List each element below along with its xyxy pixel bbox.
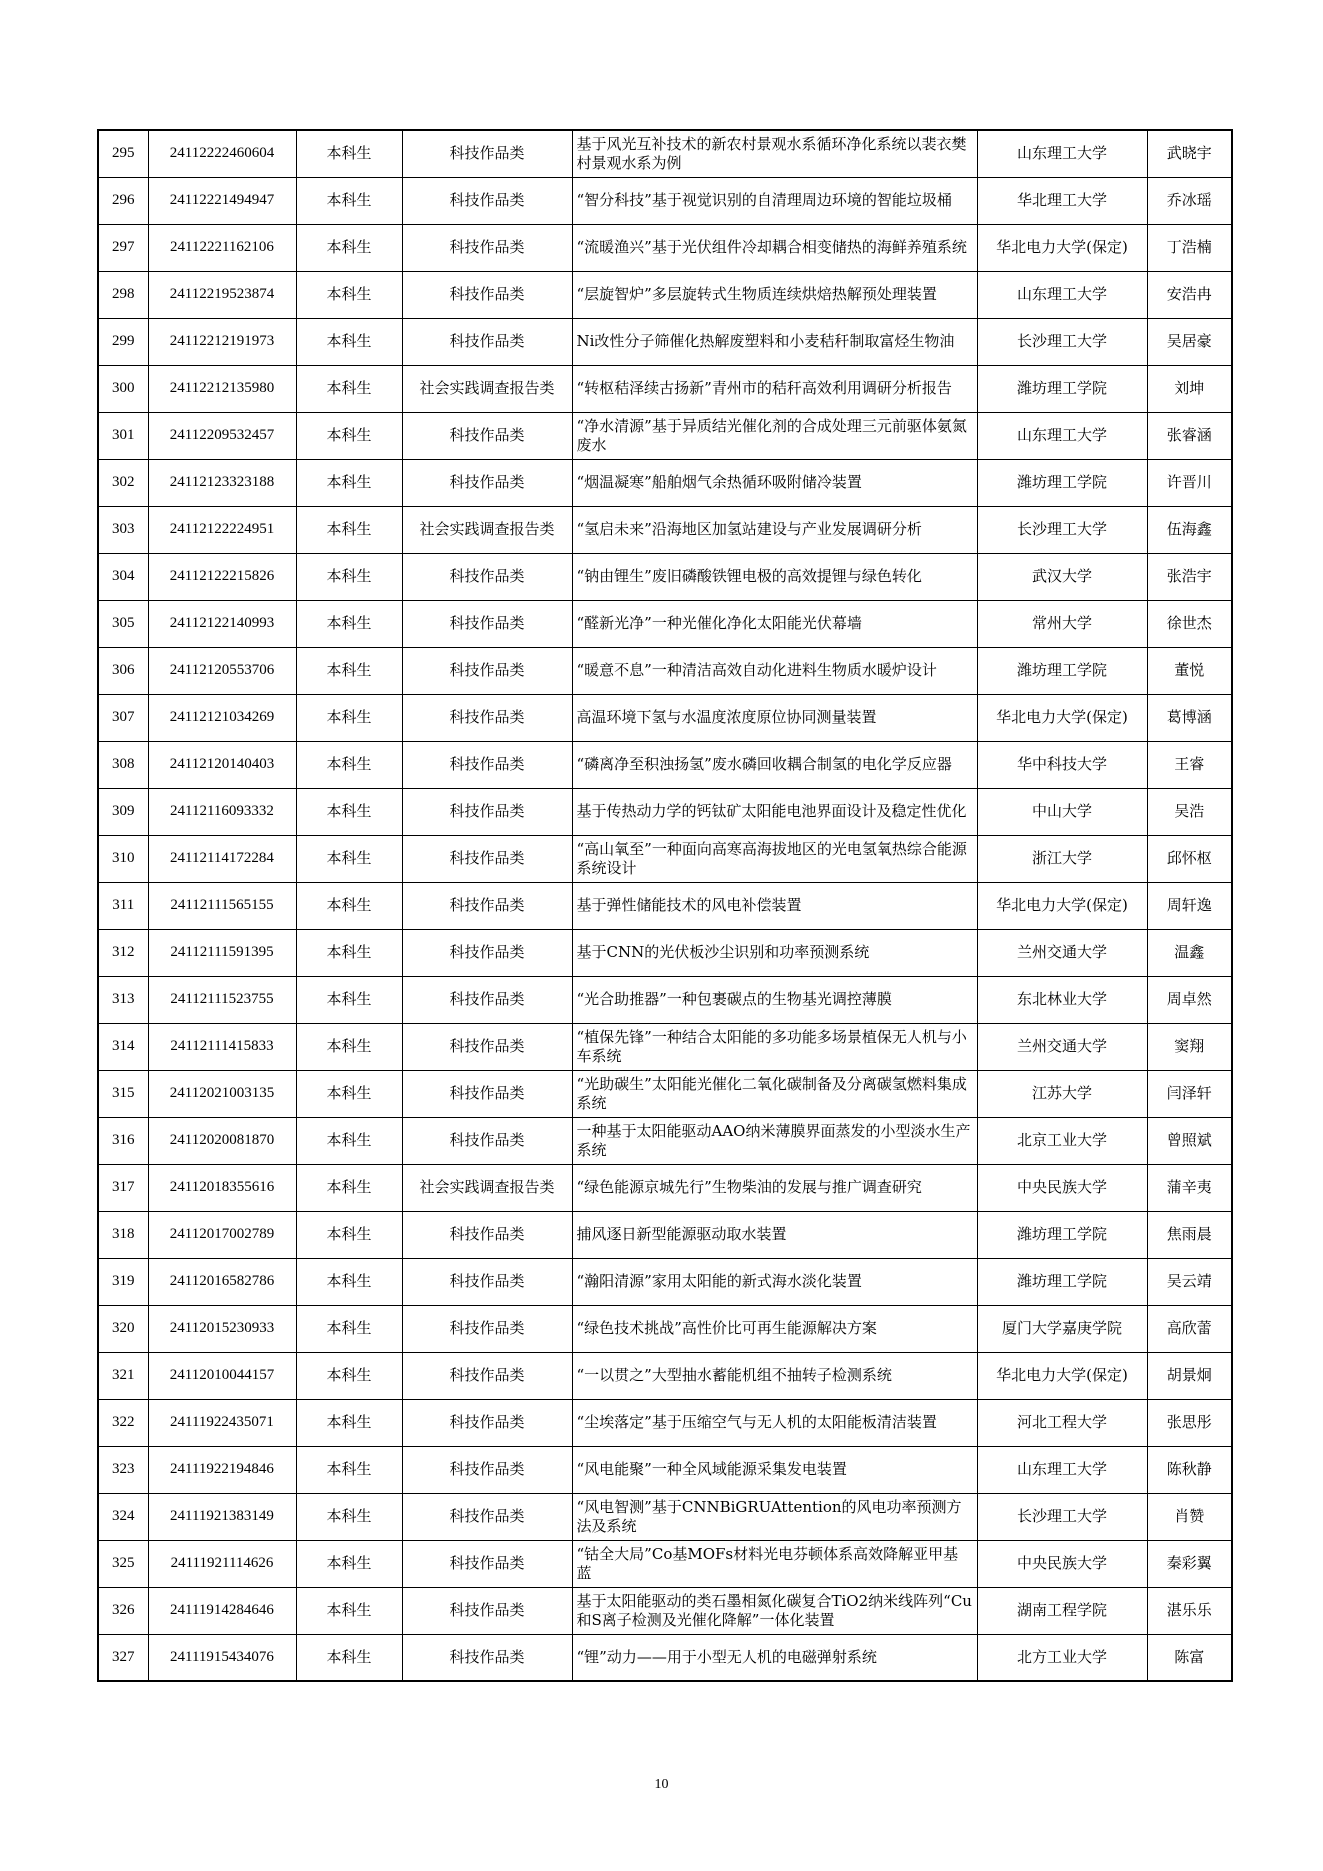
school-cell: 山东理工大学 xyxy=(977,1446,1147,1493)
school-cell: 潍坊理工学院 xyxy=(977,1211,1147,1258)
student-level-cell: 本科生 xyxy=(296,1258,402,1305)
category-cell: 科技作品类 xyxy=(402,1493,572,1540)
student-level-cell: 本科生 xyxy=(296,694,402,741)
student-level-cell: 本科生 xyxy=(296,1493,402,1540)
row-number-cell: 327 xyxy=(98,1634,148,1681)
category-cell: 科技作品类 xyxy=(402,1023,572,1070)
project-title-cell: 基于CNN的光伏板沙尘识别和功率预测系统 xyxy=(572,929,977,976)
school-cell: 北方工业大学 xyxy=(977,1634,1147,1681)
student-level-cell: 本科生 xyxy=(296,647,402,694)
student-level-cell: 本科生 xyxy=(296,1117,402,1164)
category-cell: 科技作品类 xyxy=(402,1211,572,1258)
row-number-cell: 314 xyxy=(98,1023,148,1070)
project-title-cell: “醛新光净”一种光催化净化太阳能光伏幕墙 xyxy=(572,600,977,647)
student-level-cell: 本科生 xyxy=(296,1540,402,1587)
category-cell: 科技作品类 xyxy=(402,1352,572,1399)
entry-id-cell: 24111921383149 xyxy=(148,1493,296,1540)
student-name-cell: 吴居豪 xyxy=(1147,318,1232,365)
row-number-cell: 313 xyxy=(98,976,148,1023)
student-name-cell: 张浩宇 xyxy=(1147,553,1232,600)
table-row xyxy=(98,694,1232,741)
results-table xyxy=(97,129,1233,1682)
school-cell: 中山大学 xyxy=(977,788,1147,835)
table-row xyxy=(98,506,1232,553)
project-title-cell: “智分科技”基于视觉识别的自清理周边环境的智能垃圾桶 xyxy=(572,177,977,224)
project-title-cell: “风电能聚”一种全风域能源采集发电装置 xyxy=(572,1446,977,1493)
student-level-cell: 本科生 xyxy=(296,1587,402,1634)
project-title-cell: “净水清源”基于异质结光催化剂的合成处理三元前驱体氨氮废水 xyxy=(572,412,977,459)
school-cell: 湖南工程学院 xyxy=(977,1587,1147,1634)
table-row xyxy=(98,882,1232,929)
entry-id-cell: 24112010044157 xyxy=(148,1352,296,1399)
school-cell: 河北工程大学 xyxy=(977,1399,1147,1446)
student-name-cell: 湛乐乐 xyxy=(1147,1587,1232,1634)
row-number-cell: 297 xyxy=(98,224,148,271)
table-row xyxy=(98,177,1232,224)
student-name-cell: 高欣蕾 xyxy=(1147,1305,1232,1352)
entry-id-cell: 24112017002789 xyxy=(148,1211,296,1258)
student-level-cell: 本科生 xyxy=(296,976,402,1023)
school-cell: 北京工业大学 xyxy=(977,1117,1147,1164)
category-cell: 科技作品类 xyxy=(402,1305,572,1352)
category-cell: 科技作品类 xyxy=(402,1399,572,1446)
school-cell: 东北林业大学 xyxy=(977,976,1147,1023)
table-row xyxy=(98,929,1232,976)
row-number-cell: 318 xyxy=(98,1211,148,1258)
category-cell: 科技作品类 xyxy=(402,882,572,929)
student-name-cell: 肖赞 xyxy=(1147,1493,1232,1540)
school-cell: 山东理工大学 xyxy=(977,412,1147,459)
category-cell: 科技作品类 xyxy=(402,177,572,224)
student-name-cell: 曾照斌 xyxy=(1147,1117,1232,1164)
row-number-cell: 312 xyxy=(98,929,148,976)
student-level-cell: 本科生 xyxy=(296,835,402,882)
student-name-cell: 安浩冉 xyxy=(1147,271,1232,318)
entry-id-cell: 24112111591395 xyxy=(148,929,296,976)
student-name-cell: 陈秋静 xyxy=(1147,1446,1232,1493)
entry-id-cell: 24112120140403 xyxy=(148,741,296,788)
project-title-cell: “磷离净至积浊扬氢”废水磷回收耦合制氢的电化学反应器 xyxy=(572,741,977,788)
row-number-cell: 296 xyxy=(98,177,148,224)
project-title-cell: “钴全大局”Co基MOFs材料光电芬顿体系高效降解亚甲基蓝 xyxy=(572,1540,977,1587)
entry-id-cell: 24111922435071 xyxy=(148,1399,296,1446)
student-level-cell: 本科生 xyxy=(296,130,402,177)
student-name-cell: 窦翔 xyxy=(1147,1023,1232,1070)
category-cell: 科技作品类 xyxy=(402,741,572,788)
student-name-cell: 闫泽轩 xyxy=(1147,1070,1232,1117)
entry-id-cell: 24112212191973 xyxy=(148,318,296,365)
table-row xyxy=(98,1023,1232,1070)
student-level-cell: 本科生 xyxy=(296,365,402,412)
entry-id-cell: 24112018355616 xyxy=(148,1164,296,1211)
category-cell: 社会实践调查报告类 xyxy=(402,506,572,553)
school-cell: 中央民族大学 xyxy=(977,1164,1147,1211)
school-cell: 潍坊理工学院 xyxy=(977,365,1147,412)
school-cell: 兰州交通大学 xyxy=(977,929,1147,976)
school-cell: 长沙理工大学 xyxy=(977,1493,1147,1540)
project-title-cell: 高温环境下氢与水温度浓度原位协同测量装置 xyxy=(572,694,977,741)
row-number-cell: 299 xyxy=(98,318,148,365)
student-name-cell: 吴云靖 xyxy=(1147,1258,1232,1305)
school-cell: 浙江大学 xyxy=(977,835,1147,882)
student-name-cell: 温鑫 xyxy=(1147,929,1232,976)
project-title-cell: “暖意不息”一种清洁高效自动化进料生物质水暖炉设计 xyxy=(572,647,977,694)
entry-id-cell: 24112114172284 xyxy=(148,835,296,882)
category-cell: 科技作品类 xyxy=(402,1446,572,1493)
project-title-cell: “高山氧至”一种面向高寒高海拔地区的光电氢氧热综合能源系统设计 xyxy=(572,835,977,882)
school-cell: 潍坊理工学院 xyxy=(977,647,1147,694)
category-cell: 科技作品类 xyxy=(402,1540,572,1587)
project-title-cell: 基于弹性储能技术的风电补偿装置 xyxy=(572,882,977,929)
student-name-cell: 丁浩楠 xyxy=(1147,224,1232,271)
student-level-cell: 本科生 xyxy=(296,1070,402,1117)
row-number-cell: 305 xyxy=(98,600,148,647)
project-title-cell: “流暖渔兴”基于光伏组件冷却耦合相变储热的海鲜养殖系统 xyxy=(572,224,977,271)
student-name-cell: 陈富 xyxy=(1147,1634,1232,1681)
student-level-cell: 本科生 xyxy=(296,1164,402,1211)
table-row xyxy=(98,271,1232,318)
student-level-cell: 本科生 xyxy=(296,1446,402,1493)
school-cell: 华北电力大学(保定) xyxy=(977,1352,1147,1399)
student-name-cell: 胡景炯 xyxy=(1147,1352,1232,1399)
project-title-cell: “绿色技术挑战”高性价比可再生能源解决方案 xyxy=(572,1305,977,1352)
student-level-cell: 本科生 xyxy=(296,412,402,459)
student-name-cell: 邱怀枢 xyxy=(1147,835,1232,882)
student-level-cell: 本科生 xyxy=(296,882,402,929)
project-title-cell: 基于风光互补技术的新农村景观水系循环净化系统以裴衣樊村景观水系为例 xyxy=(572,130,977,177)
row-number-cell: 320 xyxy=(98,1305,148,1352)
student-level-cell: 本科生 xyxy=(296,1211,402,1258)
table-row xyxy=(98,553,1232,600)
student-name-cell: 吴浩 xyxy=(1147,788,1232,835)
entry-id-cell: 24112121034269 xyxy=(148,694,296,741)
student-level-cell: 本科生 xyxy=(296,553,402,600)
row-number-cell: 302 xyxy=(98,459,148,506)
student-name-cell: 周轩逸 xyxy=(1147,882,1232,929)
project-title-cell: “氢启未来”沿海地区加氢站建设与产业发展调研分析 xyxy=(572,506,977,553)
school-cell: 山东理工大学 xyxy=(977,130,1147,177)
student-name-cell: 焦雨晨 xyxy=(1147,1211,1232,1258)
row-number-cell: 295 xyxy=(98,130,148,177)
student-name-cell: 周卓然 xyxy=(1147,976,1232,1023)
student-level-cell: 本科生 xyxy=(296,741,402,788)
table-row xyxy=(98,1117,1232,1164)
category-cell: 科技作品类 xyxy=(402,459,572,506)
entry-id-cell: 24112221162106 xyxy=(148,224,296,271)
project-title-cell: 一种基于太阳能驱动AAO纳米薄膜界面蒸发的小型淡水生产系统 xyxy=(572,1117,977,1164)
category-cell: 科技作品类 xyxy=(402,1070,572,1117)
project-title-cell: “绿色能源京城先行”生物柴油的发展与推广调查研究 xyxy=(572,1164,977,1211)
row-number-cell: 310 xyxy=(98,835,148,882)
school-cell: 厦门大学嘉庚学院 xyxy=(977,1305,1147,1352)
entry-id-cell: 24112122140993 xyxy=(148,600,296,647)
student-level-cell: 本科生 xyxy=(296,1634,402,1681)
student-level-cell: 本科生 xyxy=(296,271,402,318)
student-level-cell: 本科生 xyxy=(296,506,402,553)
category-cell: 科技作品类 xyxy=(402,835,572,882)
student-level-cell: 本科生 xyxy=(296,788,402,835)
entry-id-cell: 24112122224951 xyxy=(148,506,296,553)
entry-id-cell: 24112111565155 xyxy=(148,882,296,929)
project-title-cell: “一以贯之”大型抽水蓄能机组不抽转子检测系统 xyxy=(572,1352,977,1399)
category-cell: 科技作品类 xyxy=(402,976,572,1023)
entry-id-cell: 24112021003135 xyxy=(148,1070,296,1117)
student-name-cell: 秦彩翼 xyxy=(1147,1540,1232,1587)
school-cell: 武汉大学 xyxy=(977,553,1147,600)
category-cell: 科技作品类 xyxy=(402,412,572,459)
table-row xyxy=(98,647,1232,694)
student-name-cell: 许晋川 xyxy=(1147,459,1232,506)
school-cell: 江苏大学 xyxy=(977,1070,1147,1117)
category-cell: 科技作品类 xyxy=(402,788,572,835)
school-cell: 中央民族大学 xyxy=(977,1540,1147,1587)
row-number-cell: 323 xyxy=(98,1446,148,1493)
row-number-cell: 316 xyxy=(98,1117,148,1164)
table-row xyxy=(98,318,1232,365)
entry-id-cell: 24112020081870 xyxy=(148,1117,296,1164)
row-number-cell: 308 xyxy=(98,741,148,788)
student-level-cell: 本科生 xyxy=(296,1023,402,1070)
project-title-cell: “植保先锋”一种结合太阳能的多功能多场景植保无人机与小车系统 xyxy=(572,1023,977,1070)
table-row xyxy=(98,976,1232,1023)
table-row xyxy=(98,1211,1232,1258)
student-level-cell: 本科生 xyxy=(296,1352,402,1399)
row-number-cell: 315 xyxy=(98,1070,148,1117)
project-title-cell: 基于传热动力学的钙钛矿太阳能电池界面设计及稳定性优化 xyxy=(572,788,977,835)
row-number-cell: 321 xyxy=(98,1352,148,1399)
student-level-cell: 本科生 xyxy=(296,459,402,506)
student-name-cell: 刘坤 xyxy=(1147,365,1232,412)
school-cell: 常州大学 xyxy=(977,600,1147,647)
row-number-cell: 311 xyxy=(98,882,148,929)
entry-id-cell: 24112122215826 xyxy=(148,553,296,600)
student-level-cell: 本科生 xyxy=(296,600,402,647)
entry-id-cell: 24112016582786 xyxy=(148,1258,296,1305)
project-title-cell: 捕风逐日新型能源驱动取水装置 xyxy=(572,1211,977,1258)
school-cell: 华北电力大学(保定) xyxy=(977,694,1147,741)
student-level-cell: 本科生 xyxy=(296,929,402,976)
table-row xyxy=(98,1164,1232,1211)
table-row xyxy=(98,1634,1232,1681)
entry-id-cell: 24112123323188 xyxy=(148,459,296,506)
entry-id-cell: 24112212135980 xyxy=(148,365,296,412)
table-row xyxy=(98,1070,1232,1117)
results-table-body xyxy=(98,130,1232,1681)
table-row xyxy=(98,835,1232,882)
project-title-cell: “锂”动力——用于小型无人机的电磁弹射系统 xyxy=(572,1634,977,1681)
project-title-cell: Ni改性分子筛催化热解废塑料和小麦秸秆制取富烃生物油 xyxy=(572,318,977,365)
student-name-cell: 伍海鑫 xyxy=(1147,506,1232,553)
table-row xyxy=(98,1352,1232,1399)
entry-id-cell: 24112116093332 xyxy=(148,788,296,835)
category-cell: 科技作品类 xyxy=(402,694,572,741)
row-number-cell: 324 xyxy=(98,1493,148,1540)
table-row xyxy=(98,412,1232,459)
project-title-cell: “层旋智炉”多层旋转式生物质连续烘焙热解预处理装置 xyxy=(572,271,977,318)
student-name-cell: 乔冰瑶 xyxy=(1147,177,1232,224)
row-number-cell: 298 xyxy=(98,271,148,318)
table-row xyxy=(98,1305,1232,1352)
category-cell: 科技作品类 xyxy=(402,224,572,271)
category-cell: 科技作品类 xyxy=(402,1117,572,1164)
row-number-cell: 301 xyxy=(98,412,148,459)
entry-id-cell: 24112219523874 xyxy=(148,271,296,318)
table-row xyxy=(98,1540,1232,1587)
school-cell: 华北电力大学(保定) xyxy=(977,882,1147,929)
category-cell: 社会实践调查报告类 xyxy=(402,1164,572,1211)
table-row xyxy=(98,1587,1232,1634)
entry-id-cell: 24111914284646 xyxy=(148,1587,296,1634)
student-name-cell: 蒲辛夷 xyxy=(1147,1164,1232,1211)
row-number-cell: 306 xyxy=(98,647,148,694)
table-row xyxy=(98,1446,1232,1493)
student-level-cell: 本科生 xyxy=(296,224,402,271)
entry-id-cell: 24111922194846 xyxy=(148,1446,296,1493)
table-row xyxy=(98,741,1232,788)
table-row xyxy=(98,788,1232,835)
results-table-container xyxy=(97,129,1231,1682)
school-cell: 长沙理工大学 xyxy=(977,318,1147,365)
project-title-cell: “光合助推器”一种包裹碳点的生物基光调控薄膜 xyxy=(572,976,977,1023)
project-title-cell: “瀚阳清源”家用太阳能的新式海水淡化装置 xyxy=(572,1258,977,1305)
category-cell: 科技作品类 xyxy=(402,1587,572,1634)
page-number: 10 xyxy=(654,1777,669,1792)
row-number-cell: 304 xyxy=(98,553,148,600)
entry-id-cell: 24111921114626 xyxy=(148,1540,296,1587)
table-row xyxy=(98,365,1232,412)
school-cell: 华北理工大学 xyxy=(977,177,1147,224)
entry-id-cell: 24112221494947 xyxy=(148,177,296,224)
project-title-cell: “转枢秸泽续古扬新”青州市的秸秆高效利用调研分析报告 xyxy=(572,365,977,412)
table-row xyxy=(98,459,1232,506)
school-cell: 潍坊理工学院 xyxy=(977,1258,1147,1305)
entry-id-cell: 24112111415833 xyxy=(148,1023,296,1070)
school-cell: 兰州交通大学 xyxy=(977,1023,1147,1070)
entry-id-cell: 24112111523755 xyxy=(148,976,296,1023)
project-title-cell: “烟温凝寒”船舶烟气余热循环吸附储冷装置 xyxy=(572,459,977,506)
table-row xyxy=(98,1493,1232,1540)
school-cell: 潍坊理工学院 xyxy=(977,459,1147,506)
row-number-cell: 325 xyxy=(98,1540,148,1587)
row-number-cell: 326 xyxy=(98,1587,148,1634)
student-name-cell: 张睿涵 xyxy=(1147,412,1232,459)
student-level-cell: 本科生 xyxy=(296,177,402,224)
row-number-cell: 309 xyxy=(98,788,148,835)
category-cell: 科技作品类 xyxy=(402,130,572,177)
student-name-cell: 王睿 xyxy=(1147,741,1232,788)
category-cell: 科技作品类 xyxy=(402,929,572,976)
row-number-cell: 322 xyxy=(98,1399,148,1446)
school-cell: 华中科技大学 xyxy=(977,741,1147,788)
student-level-cell: 本科生 xyxy=(296,318,402,365)
row-number-cell: 300 xyxy=(98,365,148,412)
table-row xyxy=(98,224,1232,271)
table-row xyxy=(98,1399,1232,1446)
project-title-cell: “光助碳生”太阳能光催化二氧化碳制备及分离碳氢燃料集成系统 xyxy=(572,1070,977,1117)
category-cell: 社会实践调查报告类 xyxy=(402,365,572,412)
entry-id-cell: 24112015230933 xyxy=(148,1305,296,1352)
row-number-cell: 303 xyxy=(98,506,148,553)
student-name-cell: 董悦 xyxy=(1147,647,1232,694)
school-cell: 长沙理工大学 xyxy=(977,506,1147,553)
student-level-cell: 本科生 xyxy=(296,1305,402,1352)
student-level-cell: 本科生 xyxy=(296,1399,402,1446)
row-number-cell: 307 xyxy=(98,694,148,741)
table-row xyxy=(98,130,1232,177)
row-number-cell: 317 xyxy=(98,1164,148,1211)
student-name-cell: 武晓宇 xyxy=(1147,130,1232,177)
table-row xyxy=(98,1258,1232,1305)
category-cell: 科技作品类 xyxy=(402,553,572,600)
project-title-cell: “风电智测”基于CNNBiGRUAttention的风电功率预测方法及系统 xyxy=(572,1493,977,1540)
entry-id-cell: 24112209532457 xyxy=(148,412,296,459)
school-cell: 华北电力大学(保定) xyxy=(977,224,1147,271)
project-title-cell: 基于太阳能驱动的类石墨相氮化碳复合TiO2纳米线阵列“Cu和S离子检测及光催化降解”一体化装置 xyxy=(572,1587,977,1634)
category-cell: 科技作品类 xyxy=(402,271,572,318)
entry-id-cell: 24112222460604 xyxy=(148,130,296,177)
entry-id-cell: 24111915434076 xyxy=(148,1634,296,1681)
school-cell: 山东理工大学 xyxy=(977,271,1147,318)
student-name-cell: 徐世杰 xyxy=(1147,600,1232,647)
project-title-cell: “钠由锂生”废旧磷酸铁锂电极的高效提锂与绿色转化 xyxy=(572,553,977,600)
category-cell: 科技作品类 xyxy=(402,600,572,647)
table-row xyxy=(98,600,1232,647)
project-title-cell: “尘埃落定”基于压缩空气与无人机的太阳能板清洁装置 xyxy=(572,1399,977,1446)
student-name-cell: 张思彤 xyxy=(1147,1399,1232,1446)
student-name-cell: 葛博涵 xyxy=(1147,694,1232,741)
category-cell: 科技作品类 xyxy=(402,1258,572,1305)
row-number-cell: 319 xyxy=(98,1258,148,1305)
category-cell: 科技作品类 xyxy=(402,1634,572,1681)
category-cell: 科技作品类 xyxy=(402,647,572,694)
category-cell: 科技作品类 xyxy=(402,318,572,365)
entry-id-cell: 24112120553706 xyxy=(148,647,296,694)
